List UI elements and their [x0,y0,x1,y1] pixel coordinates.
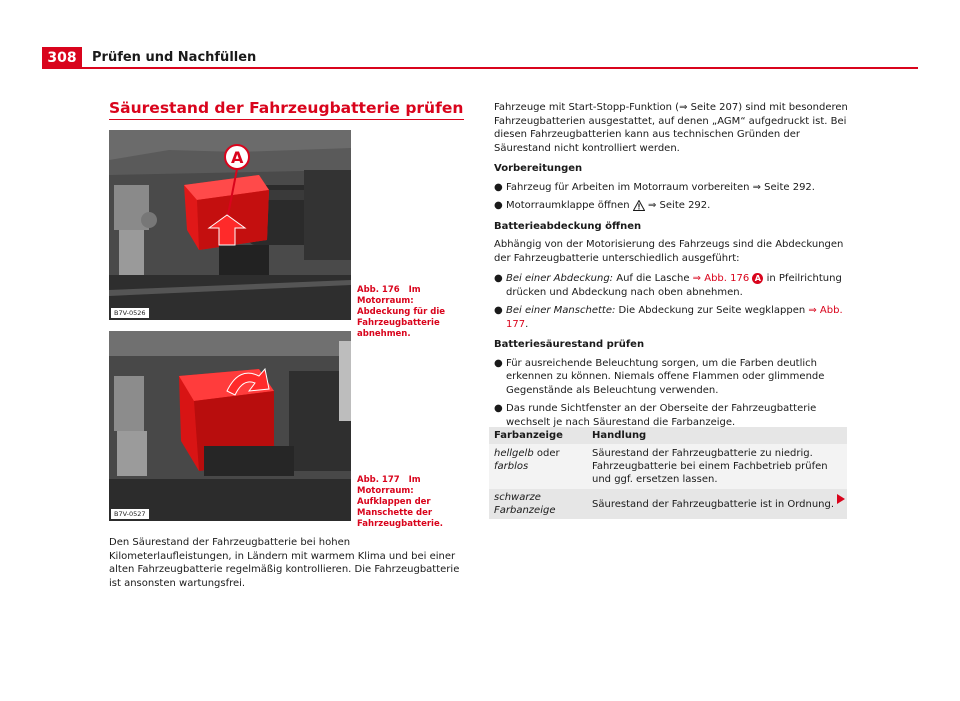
figure-code: B7V-0526 [111,308,149,318]
running-title: Prüfen und Nachfüllen [92,50,257,65]
bullet-icon: ● [494,403,503,414]
caption-number: Abb. 176 [357,285,400,295]
caption-text: Im Motorraum: Aufklappen der Manschette der Fahrzeugbatterie. [357,475,443,529]
figure-177-link[interactable]: ⇒ Abb. 177 [506,305,843,330]
list-item: ● Das runde Sichtfenster an der Oberseite der Fahrzeugbatterie wechselt je nach Säurestand die Farbanzeige. [494,403,817,428]
figure-176-caption [357,285,467,340]
vorbereitungen-heading: Vorbereitungen [494,163,583,174]
caption-text: Im Motorraum: Abdeckung für die Fahrzeugbatterie abnehmen. [357,285,446,339]
callout-a-badge: A [752,273,763,284]
table-cell: schwarze Farbanzeige [489,489,587,519]
intro-paragraph: Fahrzeuge mit Start-Stopp-Funktion (⇒ Seite 207) sind mit besonderen Fahrzeugbatterien ausgestattet, auf denen „AGM“ aufgedruckt ist. Bei diesen Fahrzeugbatterien kann aus technischen Gründen der Säurestand nicht kontrolliert werden. [494,102,848,154]
section-rule [109,119,464,120]
figure-code: B7V-0527 [111,509,149,519]
figure-176-photo [109,130,351,320]
table-row [489,489,847,519]
figure-176-link[interactable]: ⇒ Abb. 176 [692,273,750,284]
list-item: ● Für ausreichende Beleuchtung sorgen, um die Farben deutlich erkennen zu können. Niemals offene Flammen oder glimmende Gegenstände als Beleuchtung verwenden. [494,357,825,396]
figure-177-caption [357,475,467,530]
bullet-icon: ● [494,181,503,193]
farbanzeige-table [489,427,847,519]
continue-arrow-icon [837,494,845,504]
bullet-icon: ● [494,305,503,316]
engine-bay-illustration-1 [109,130,351,320]
list-item: ● Bei einer Manschette: Die Abdeckung zur Seite wegklappen ⇒ Abb. 177. [494,305,843,330]
abdeckung-text: Abhängig von der Motorisierung des Fahrzeugs sind die Abdeckungen der Fahrzeugbatterie unterschiedlich ausgeführt: [494,239,844,264]
section-title: Säurestand der Fahrzeugbatterie prüfen [109,99,464,117]
caption-number: Abb. 177 [357,475,400,485]
engine-bay-illustration-2 [109,331,351,521]
bullet-icon: ● [494,357,503,369]
callout-a-label: A [231,148,244,167]
table-cell: Säurestand der Fahrzeugbatterie ist in Ordnung. [587,489,847,519]
table-cell: hellgelb oder farblos [489,444,587,489]
bullet-icon: ● [494,273,503,284]
figure-177-photo [109,331,351,521]
table-header: Farbanzeige [489,427,587,444]
table-header-row [489,427,847,444]
warning-triangle-icon [633,200,645,211]
list-item: ● Bei einer Abdeckung: Auf die Lasche ⇒ Abb. 176 A in Pfeilrichtung drücken und Abdeckung nach oben abnehmen. [494,273,842,298]
bullet-icon: ● [494,200,503,211]
left-paragraph: Den Säurestand der Fahrzeugbatterie bei hohen Kilometerlaufleistungen, in Ländern mit warmem Klima und bei einer alten Fahrzeugbatterie regelmäßig kontrollieren. Die Fahrzeugbatterie ist ansonsten wartungsfrei. [109,537,460,589]
table-cell: Säurestand der Fahrzeugbatterie zu niedrig. Fahrzeugbatterie bei einem Fachbetrieb prüfen und ggf. ersetzen lassen. [587,444,847,489]
page-number: 308 [42,47,82,69]
table-header: Handlung [587,427,847,444]
list-item: ● Fahrzeug für Arbeiten im Motorraum vorbereiten ⇒ Seite 292. [494,181,815,193]
abdeckung-heading: Batterieabdeckung öffnen [494,220,642,232]
list-item: ● Motorraumklappe öffnen ⇒ Seite 292. [494,200,711,211]
pruefen-heading: Batteriesäurestand prüfen [494,339,645,350]
right-column [494,101,850,434]
header-rule [82,67,918,69]
table-row [489,444,847,489]
